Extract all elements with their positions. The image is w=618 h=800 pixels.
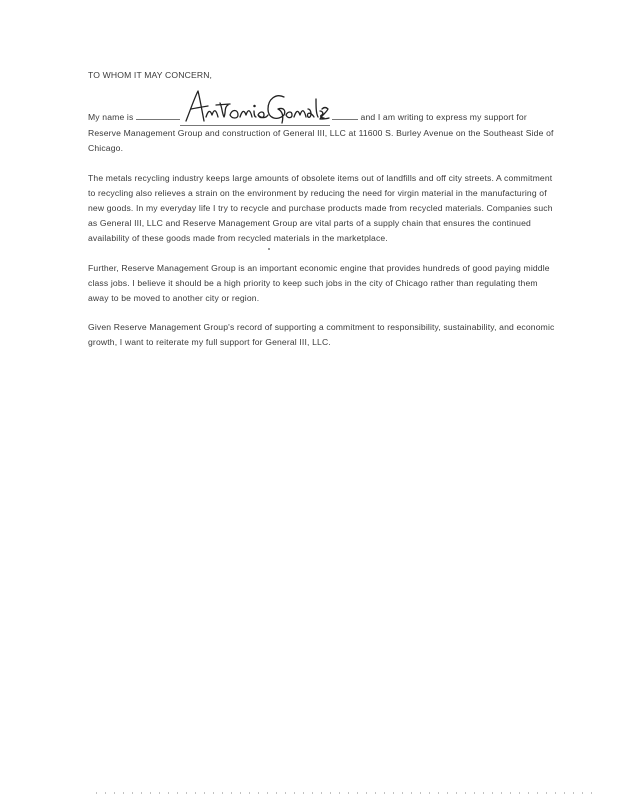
paragraph-recycling: The metals recycling industry keeps large amounts of obsolete items out of landfills and off city streets. A commitment to recycling also relieves a strain on the environment by reducing the need for virgin material in the manufacturing of new goods. In my everyday life I try to recycle and purchase products made from recycled materials. Companies such as General III, LLC and Reserve Management Group are vital parts of a supply chain that ensures the continued availability of these goods made from recycled materials in the marketplace. [88, 172, 553, 244]
name-blank-left [136, 110, 180, 120]
salutation: TO WHOM IT MAY CONCERN, [88, 70, 213, 80]
scan-noise-footer [96, 792, 596, 794]
intro-after-text: and I am writing to express my support for Reserve Management Group and construction of General III, LLC at 11600 S. Burley Avenue on the Southeast Side of Chicago. [88, 112, 554, 154]
intro-before-text: My name is [88, 112, 134, 123]
scan-speck [268, 248, 270, 250]
handwritten-signature [180, 95, 330, 126]
letter-body [88, 68, 558, 365]
intro-paragraph [88, 95, 558, 156]
name-blank-right [332, 110, 358, 120]
paragraph-jobs: Further, Reserve Management Group is an important economic engine that provides hundreds of good paying middle class jobs. I believe it should be a high priority to keep such jobs in the city of Chicago rather than regulating them away to be moved to another city or region. [88, 262, 550, 304]
paragraph-support: Given Reserve Management Group's record of supporting a commitment to responsibility, sustainability, and economic growth, I want to reiterate my full support for General III, LLC. [88, 322, 555, 348]
signature-scribble [180, 85, 330, 125]
signature-line [88, 112, 361, 122]
